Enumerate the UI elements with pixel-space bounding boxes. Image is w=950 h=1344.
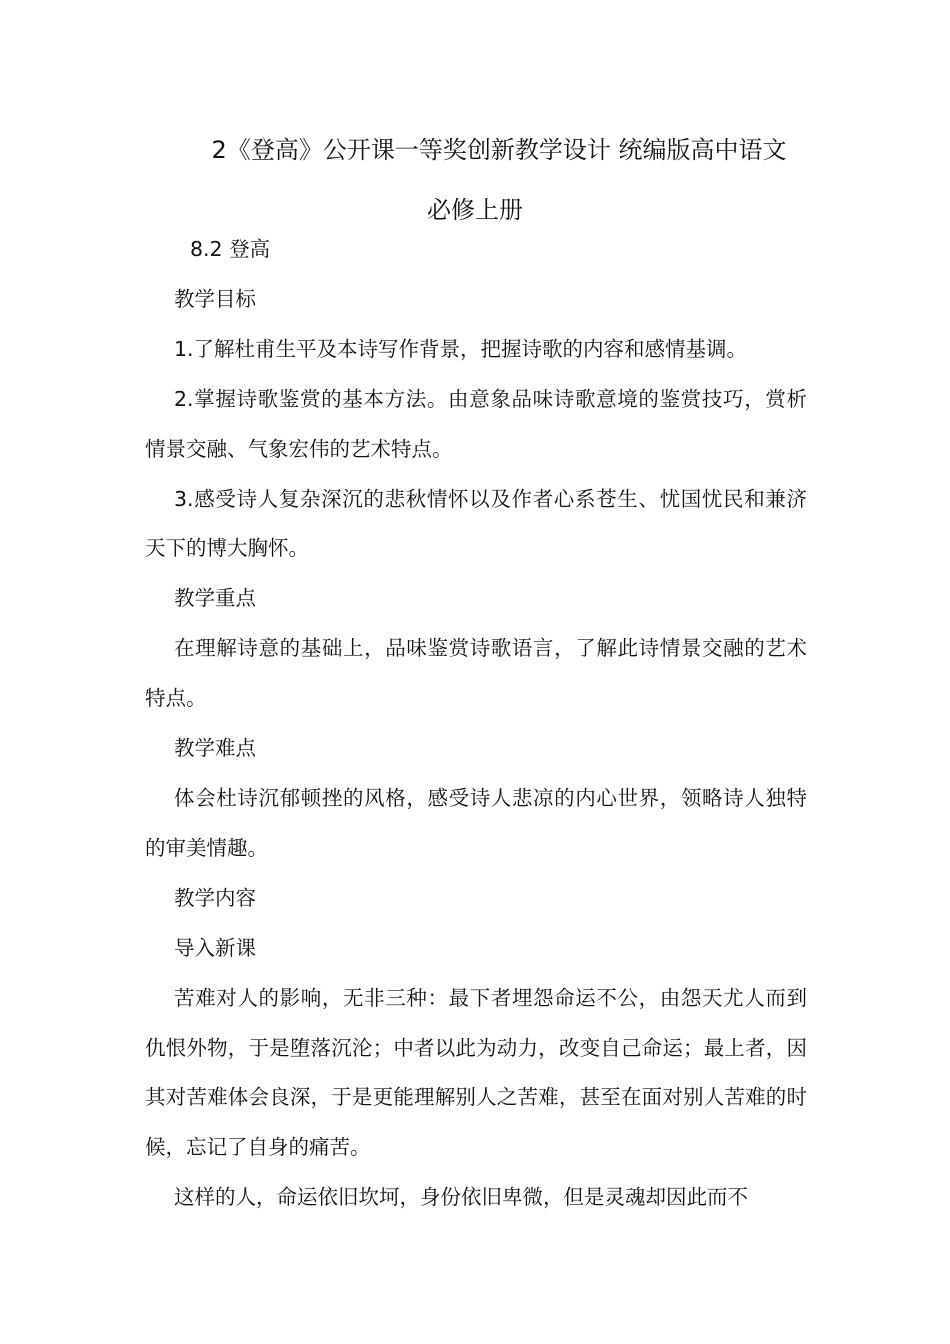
title-line-2: 必修上册	[427, 196, 523, 224]
document-title	[145, 120, 805, 240]
goal-item-1: 1.了解杜甫生平及本诗写作背景，把握诗歌的内容和感情基调。	[174, 336, 748, 361]
difficulties-text: 体会杜诗沉郁顿挫的风格，感受诗人悲凉的内心世界，领略诗人独特的审美情趣。	[145, 785, 807, 860]
key-points-text: 在理解诗意的基础上，品味鉴赏诗歌语言，了解此诗情景交融的艺术特点。	[145, 636, 807, 711]
introduction-paragraph-2: 这样的人，命运依旧坎坷，身份依旧卑微，但是灵魂却因此而不	[174, 1185, 748, 1210]
title-line-1: 2《登高》公开课一等奖创新教学设计 统编版高中语文	[211, 136, 787, 164]
document-body	[145, 225, 807, 1223]
goal-item-2: 2.掌握诗歌鉴赏的基本方法。由意象品味诗歌意境的鉴赏技巧，赏析情景交融、气象宏伟的艺术特点。	[145, 386, 807, 461]
section-heading-lesson: 8.2 登高	[190, 237, 271, 261]
goal-item-3: 3.感受诗人复杂深沉的悲秋情怀以及作者心系苍生、忧国忧民和兼济天下的博大胸怀。	[145, 486, 807, 561]
heading-key-points: 教学重点	[174, 586, 256, 611]
heading-difficulties: 教学难点	[174, 736, 256, 761]
heading-teaching-goals: 教学目标	[174, 286, 256, 311]
heading-introduction: 导入新课	[174, 935, 256, 960]
heading-content: 教学内容	[174, 885, 256, 910]
introduction-paragraph-1: 苦难对人的影响，无非三种：最下者埋怨命运不公，由怨天尤人而到仇恨外物，于是堕落沉沦；中者以此为动力，改变自己命运；最上者，因其对苦难体会良深，于是更能理解别人之苦难，甚至在面对别人苦难的时候，忘记了自身的痛苦。	[145, 985, 807, 1160]
